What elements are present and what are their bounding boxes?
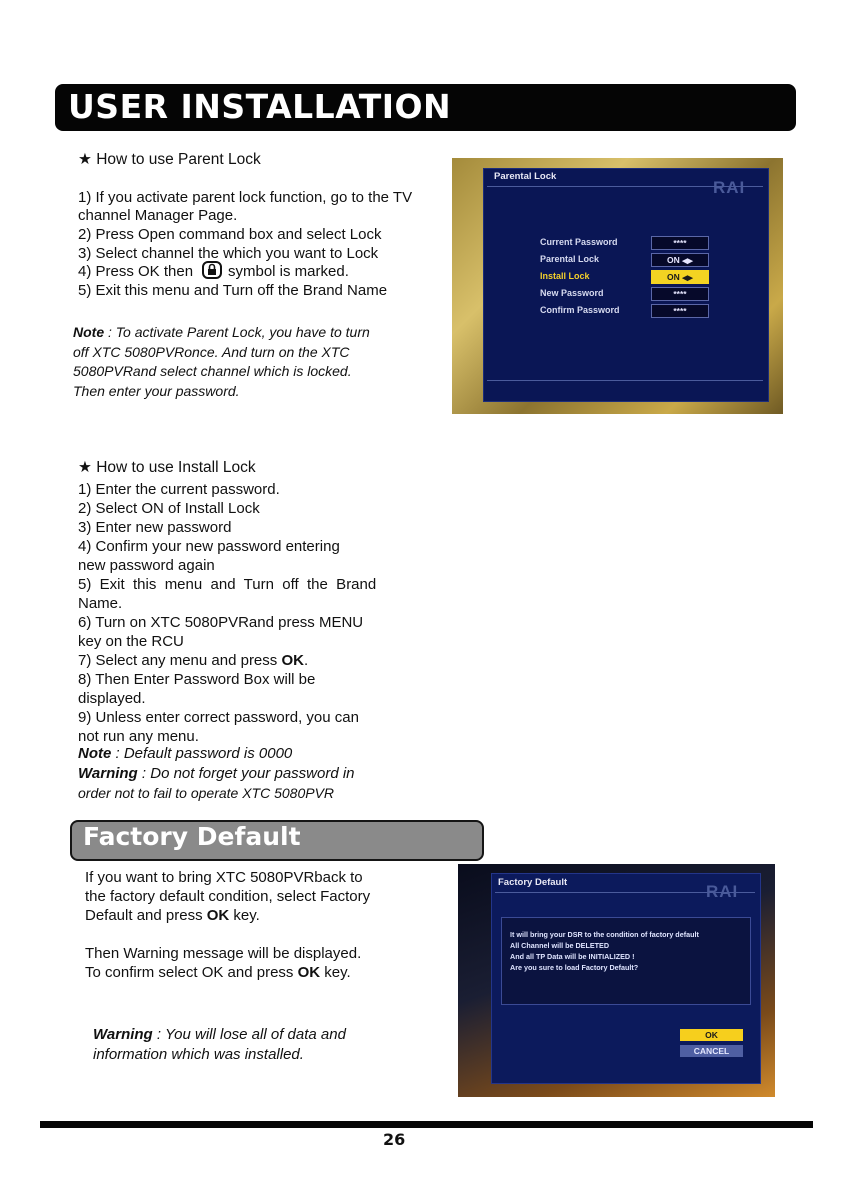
parent-lock-step: 3) Select channel the which you want to Lock <box>78 245 379 262</box>
menu-label-parental-lock: Parental Lock <box>540 254 600 264</box>
factory-default-text: If you want to bring XTC 5080PVRback to <box>85 869 363 886</box>
factory-default-title: Factory Default <box>83 822 301 851</box>
note-text: 5080PVRand select channel which is locked. <box>73 363 352 379</box>
divider <box>487 380 763 381</box>
default-password-note: Note : Default password is 0000 <box>78 745 293 762</box>
page-title: USER INSTALLATION <box>68 87 452 126</box>
footer-divider <box>40 1121 813 1128</box>
menu-label-confirm-password: Confirm Password <box>540 305 620 315</box>
parent-lock-step: 1) If you activate parent lock function, go to the TV <box>78 189 413 206</box>
parent-lock-heading: ★ How to use Parent Lock <box>78 151 261 168</box>
cancel-button[interactable]: CANCEL <box>680 1045 743 1057</box>
factory-default-screen-title: Factory Default <box>498 877 568 888</box>
note-text: : To activate Parent Lock, you have to turn <box>108 324 370 340</box>
ok-button[interactable]: OK <box>680 1029 743 1041</box>
confirm-password-field[interactable]: **** <box>651 304 709 318</box>
rai-logo: RAI <box>706 882 739 901</box>
factory-warning: Warning : You will lose all of data and <box>93 1026 346 1043</box>
current-password-field[interactable]: **** <box>651 236 709 250</box>
rai-logo: RAI <box>713 178 746 197</box>
install-lock-toggle[interactable]: ON ◀▶ <box>651 270 709 284</box>
factory-default-text: To confirm select OK and press OK key. <box>85 964 351 981</box>
install-lock-line: 1) Enter the current password. <box>78 481 280 498</box>
install-warning: Warning : Do not forget your password in <box>78 765 355 782</box>
install-lock-heading: ★ How to use Install Lock <box>78 459 256 476</box>
install-lock-line: 4) Confirm your new password entering <box>78 538 340 555</box>
factory-default-text: Then Warning message will be displayed. <box>85 945 362 962</box>
factory-warning-line2: information which was installed. <box>93 1046 304 1063</box>
left-right-arrow-icon: ◀▶ <box>682 258 693 265</box>
note-text: Then enter your password. <box>73 382 240 399</box>
install-lock-line: 5) Exit this menu and Turn off the Brand <box>78 576 377 593</box>
factory-default-text: Default and press OK key. <box>85 907 260 924</box>
parent-lock-note <box>73 323 421 401</box>
new-password-field[interactable]: **** <box>651 287 709 301</box>
install-lock-line: key on the RCU <box>78 633 184 650</box>
parental-lock-title: Parental Lock <box>494 171 557 182</box>
parental-lock-panel <box>483 168 769 402</box>
dialog-line: All Channel will be DELETED <box>510 941 610 950</box>
parental-lock-toggle[interactable]: ON ◀▶ <box>651 253 709 267</box>
lock-icon <box>202 261 222 279</box>
install-lock-line: 7) Select any menu and press OK. <box>78 652 309 669</box>
install-lock-line: Name. <box>78 595 123 612</box>
factory-default-text: the factory default condition, select Factory <box>85 888 371 905</box>
page-number: 26 <box>383 1130 406 1149</box>
menu-label-current-password: Current Password <box>540 237 618 247</box>
install-lock-line: 3) Enter new password <box>78 519 232 536</box>
note-label: Note <box>73 324 105 340</box>
dialog-line: And all TP Data will be INITIALIZED ! <box>510 952 635 961</box>
left-right-arrow-icon: ◀▶ <box>682 275 693 282</box>
install-lock-line: 9) Unless enter correct password, you can <box>78 709 359 726</box>
install-lock-line: 8) Then Enter Password Box will be <box>78 671 316 688</box>
menu-label-install-lock: Install Lock <box>540 271 590 281</box>
install-warning-line2: order not to fail to operate XTC 5080PVR <box>78 785 335 801</box>
dialog-line: Are you sure to load Factory Default? <box>510 963 639 972</box>
install-lock-line: new password again <box>78 557 215 574</box>
parent-lock-step: channel Manager Page. <box>78 207 238 224</box>
install-lock-line: not run any menu. <box>78 728 199 745</box>
menu-label-new-password: New Password <box>540 288 604 298</box>
parent-lock-step: symbol is marked. <box>228 263 349 280</box>
parent-lock-step: 5) Exit this menu and Turn off the Brand Name <box>78 282 388 299</box>
install-lock-line: 6) Turn on XTC 5080PVRand press MENU <box>78 614 364 631</box>
parent-lock-step: 4) Press OK then <box>78 263 194 280</box>
dialog-line: It will bring your DSR to the condition of factory default <box>510 930 699 939</box>
install-lock-line: 2) Select ON of Install Lock <box>78 500 260 517</box>
parent-lock-step: 2) Press Open command box and select Lock <box>78 226 382 243</box>
note-text: off XTC 5080PVRonce. And turn on the XTC <box>73 343 350 360</box>
install-lock-line: displayed. <box>78 690 146 707</box>
